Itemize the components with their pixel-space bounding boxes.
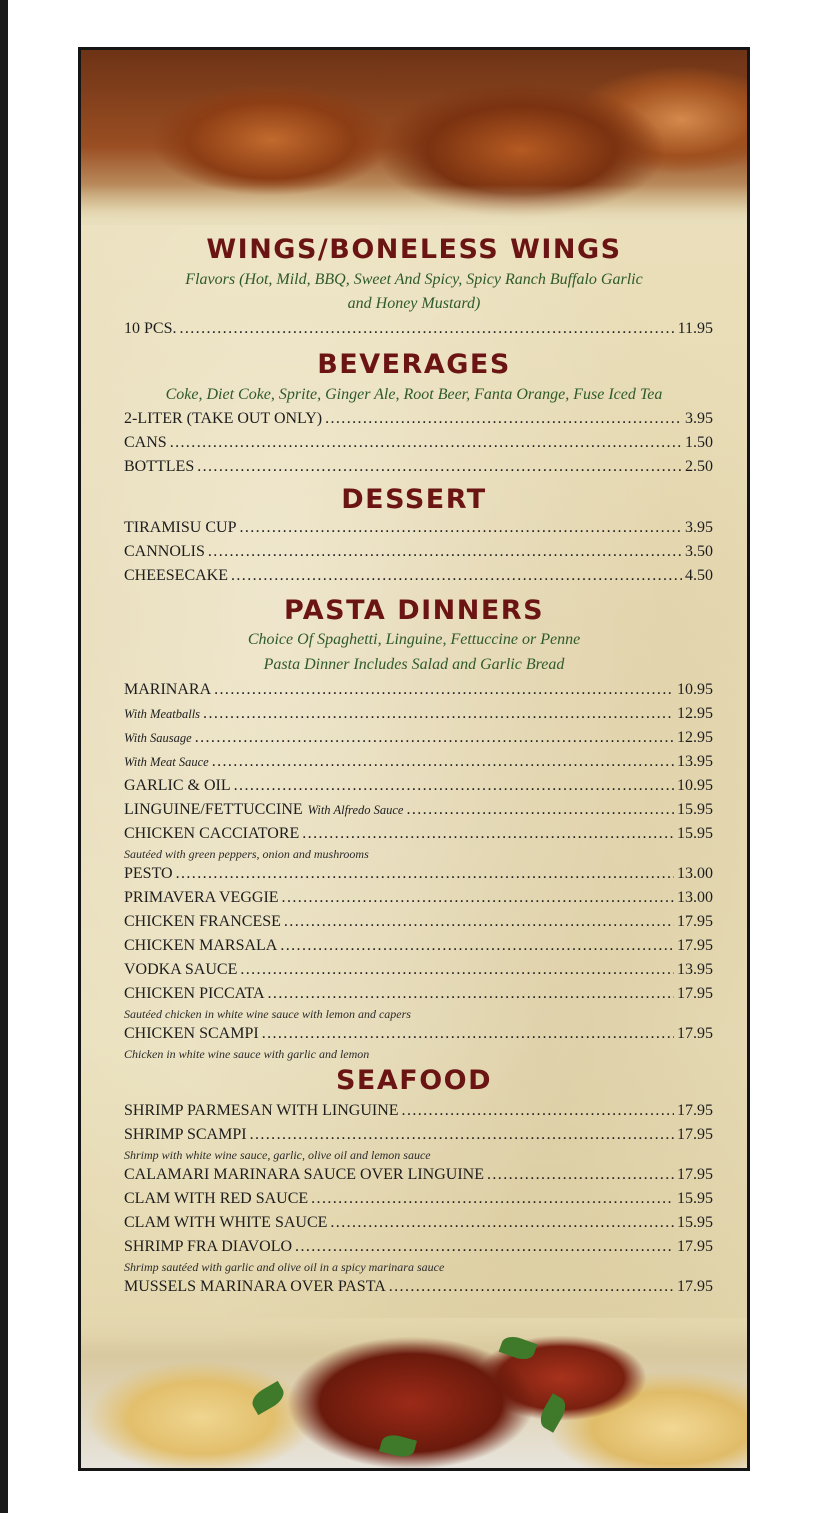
dot-leader [176, 862, 674, 886]
dot-leader [240, 958, 674, 982]
item-name: CHICKEN PICCATA [124, 985, 265, 1002]
wings-photo [81, 50, 747, 225]
basil-leaf-icon [499, 1333, 538, 1363]
menu-item [124, 1099, 713, 1123]
item-price: 15.95 [677, 1214, 713, 1231]
item-price: 3.95 [685, 410, 713, 427]
menu-item [124, 516, 713, 540]
item-price: 17.95 [677, 1025, 713, 1042]
pasta-note: Choice Of Spaghetti, Linguine, Fettuccine or Penne [247, 631, 581, 648]
item-price: 2.50 [685, 458, 713, 475]
item-price: 1.50 [685, 434, 713, 451]
item-name: CANS [124, 434, 167, 451]
dot-leader [195, 726, 674, 750]
dot-leader [295, 1235, 674, 1259]
dot-leader [389, 1275, 674, 1299]
dot-leader [282, 886, 674, 910]
item-name: CHICKEN CACCIATORE [124, 825, 300, 842]
item-description: Shrimp sautéed with garlic and olive oil in a spicy marinara sauce [124, 1260, 445, 1274]
dot-leader [197, 455, 682, 479]
dot-leader [406, 798, 674, 822]
dot-leader [262, 1022, 674, 1046]
item-price: 17.95 [677, 1166, 713, 1183]
item-price: 3.50 [685, 543, 713, 560]
item-name: CHEESECAKE [124, 567, 228, 584]
item-name: With Meatballs [124, 707, 201, 721]
menu-item [124, 1123, 713, 1147]
dot-leader [311, 1187, 674, 1211]
item-price: 17.95 [677, 985, 713, 1002]
wings-flavors-note: and Honey Mustard) [347, 295, 481, 312]
section-title-beverages: BEVERAGES [317, 349, 511, 380]
dot-leader [208, 540, 682, 564]
menu-item [124, 774, 713, 798]
item-sub-label: With Alfredo Sauce [307, 803, 404, 817]
item-name: PRIMAVERA VEGGIE [124, 889, 279, 906]
menu-item [124, 455, 713, 479]
pasta-meatballs-photo [81, 1318, 747, 1468]
item-name: CALAMARI MARINARA SAUCE OVER LINGUINE [124, 1166, 484, 1183]
pasta-note: Pasta Dinner Includes Salad and Garlic Bread [263, 656, 565, 673]
item-description: Sautéed with green peppers, onion and mushrooms [124, 847, 369, 861]
menu-item [124, 862, 713, 886]
menu-item [124, 540, 713, 564]
menu-item [124, 317, 713, 341]
item-name: CHICKEN MARSALA [124, 937, 278, 954]
item-price: 15.95 [677, 825, 713, 842]
section-title-dessert: DESSERT [341, 484, 487, 515]
item-price: 15.95 [677, 801, 713, 818]
item-price: 17.95 [677, 1238, 713, 1255]
item-price: 17.95 [677, 1278, 713, 1295]
menu-item [124, 407, 713, 431]
menu-item [124, 1163, 713, 1187]
dot-leader [268, 982, 674, 1006]
item-price: 15.95 [677, 1190, 713, 1207]
item-name: CLAM WITH WHITE SAUCE [124, 1214, 328, 1231]
menu-item [124, 431, 713, 455]
menu-item [124, 1022, 713, 1046]
menu-item [124, 934, 713, 958]
dot-leader [203, 702, 674, 726]
menu-item [124, 726, 713, 750]
dot-leader [239, 516, 682, 540]
item-price: 3.95 [685, 519, 713, 536]
menu-page [78, 47, 750, 1471]
menu-item [124, 678, 713, 702]
item-name: SHRIMP FRA DIAVOLO [124, 1238, 293, 1255]
menu-item [124, 958, 713, 982]
item-name: 2-LITER (TAKE OUT ONLY) [124, 410, 323, 427]
dot-leader [179, 317, 674, 341]
item-name: 10 PCS. [124, 320, 177, 337]
dot-leader [212, 750, 674, 774]
dot-leader [231, 564, 682, 588]
item-name: CLAM WITH RED SAUCE [124, 1190, 309, 1207]
item-price: 12.95 [677, 729, 713, 746]
item-price: 13.00 [677, 865, 713, 882]
item-price: 10.95 [677, 777, 713, 794]
menu-item [124, 1275, 713, 1299]
menu-item [124, 982, 713, 1006]
menu-item [124, 886, 713, 910]
item-description: Chicken in white wine sauce with garlic and lemon [124, 1047, 370, 1061]
item-name: CHICKEN SCAMPI [124, 1025, 259, 1042]
dot-leader [302, 822, 674, 846]
wings-flavors-note: Flavors (Hot, Mild, BBQ, Sweet And Spicy, Spicy Ranch Buffalo Garlic [185, 271, 643, 288]
item-name: CANNOLIS [124, 543, 205, 560]
menu-item [124, 1187, 713, 1211]
item-name: CHICKEN FRANCESE [124, 913, 281, 930]
left-dark-strip [0, 0, 8, 1513]
item-name: MUSSELS MARINARA OVER PASTA [124, 1278, 386, 1295]
item-description: Sautéed chicken in white wine sauce with lemon and capers [124, 1007, 411, 1021]
item-name: VODKA SAUCE [124, 961, 238, 978]
menu-item [124, 1211, 713, 1235]
basil-leaf-icon [536, 1393, 570, 1432]
item-name: With Meat Sauce [124, 755, 209, 769]
item-name: TIRAMISU CUP [124, 519, 237, 536]
dot-leader [250, 1123, 674, 1147]
item-price: 17.95 [677, 913, 713, 930]
item-price: 13.95 [677, 961, 713, 978]
item-price: 13.95 [677, 753, 713, 770]
basil-leaf-icon [379, 1432, 417, 1460]
menu-item [124, 910, 713, 934]
item-name: BOTTLES [124, 458, 195, 475]
dot-leader [170, 431, 682, 455]
item-name: MARINARA [124, 681, 212, 698]
dot-leader [280, 934, 674, 958]
menu-item [124, 750, 713, 774]
basil-leaf-icon [248, 1381, 287, 1415]
item-price: 4.50 [685, 567, 713, 584]
dot-leader [402, 1099, 674, 1123]
menu-item [124, 702, 713, 726]
item-price: 10.95 [677, 681, 713, 698]
item-name: With Sausage [124, 731, 192, 745]
item-name: PESTO [124, 865, 173, 882]
item-price: 12.95 [677, 705, 713, 722]
menu-item [124, 798, 713, 822]
dot-leader [487, 1163, 674, 1187]
item-price: 17.95 [677, 1102, 713, 1119]
menu-item [124, 1235, 713, 1259]
item-name: SHRIMP SCAMPI [124, 1126, 247, 1143]
section-title-wings: WINGS/BONELESS WINGS [206, 234, 622, 265]
item-name: SHRIMP PARMESAN WITH LINGUINE [124, 1102, 399, 1119]
item-price: 11.95 [677, 320, 713, 337]
section-title-pasta: PASTA DINNERS [283, 595, 545, 626]
dot-leader [325, 407, 682, 431]
item-price: 17.95 [677, 1126, 713, 1143]
beverages-note: Coke, Diet Coke, Sprite, Ginger Ale, Root Beer, Fanta Orange, Fuse Iced Tea [165, 386, 663, 403]
menu-item [124, 822, 713, 846]
item-name: LINGUINE/FETTUCCINE [124, 801, 303, 818]
item-description: Shrimp with white wine sauce, garlic, olive oil and lemon sauce [124, 1148, 431, 1162]
dot-leader [214, 678, 674, 702]
item-price: 13.00 [677, 889, 713, 906]
dot-leader [234, 774, 674, 798]
dot-leader [284, 910, 674, 934]
menu-item [124, 564, 713, 588]
item-name: GARLIC & OIL [124, 777, 231, 794]
dot-leader [330, 1211, 674, 1235]
item-price: 17.95 [677, 937, 713, 954]
section-title-seafood: SEAFOOD [335, 1065, 493, 1096]
